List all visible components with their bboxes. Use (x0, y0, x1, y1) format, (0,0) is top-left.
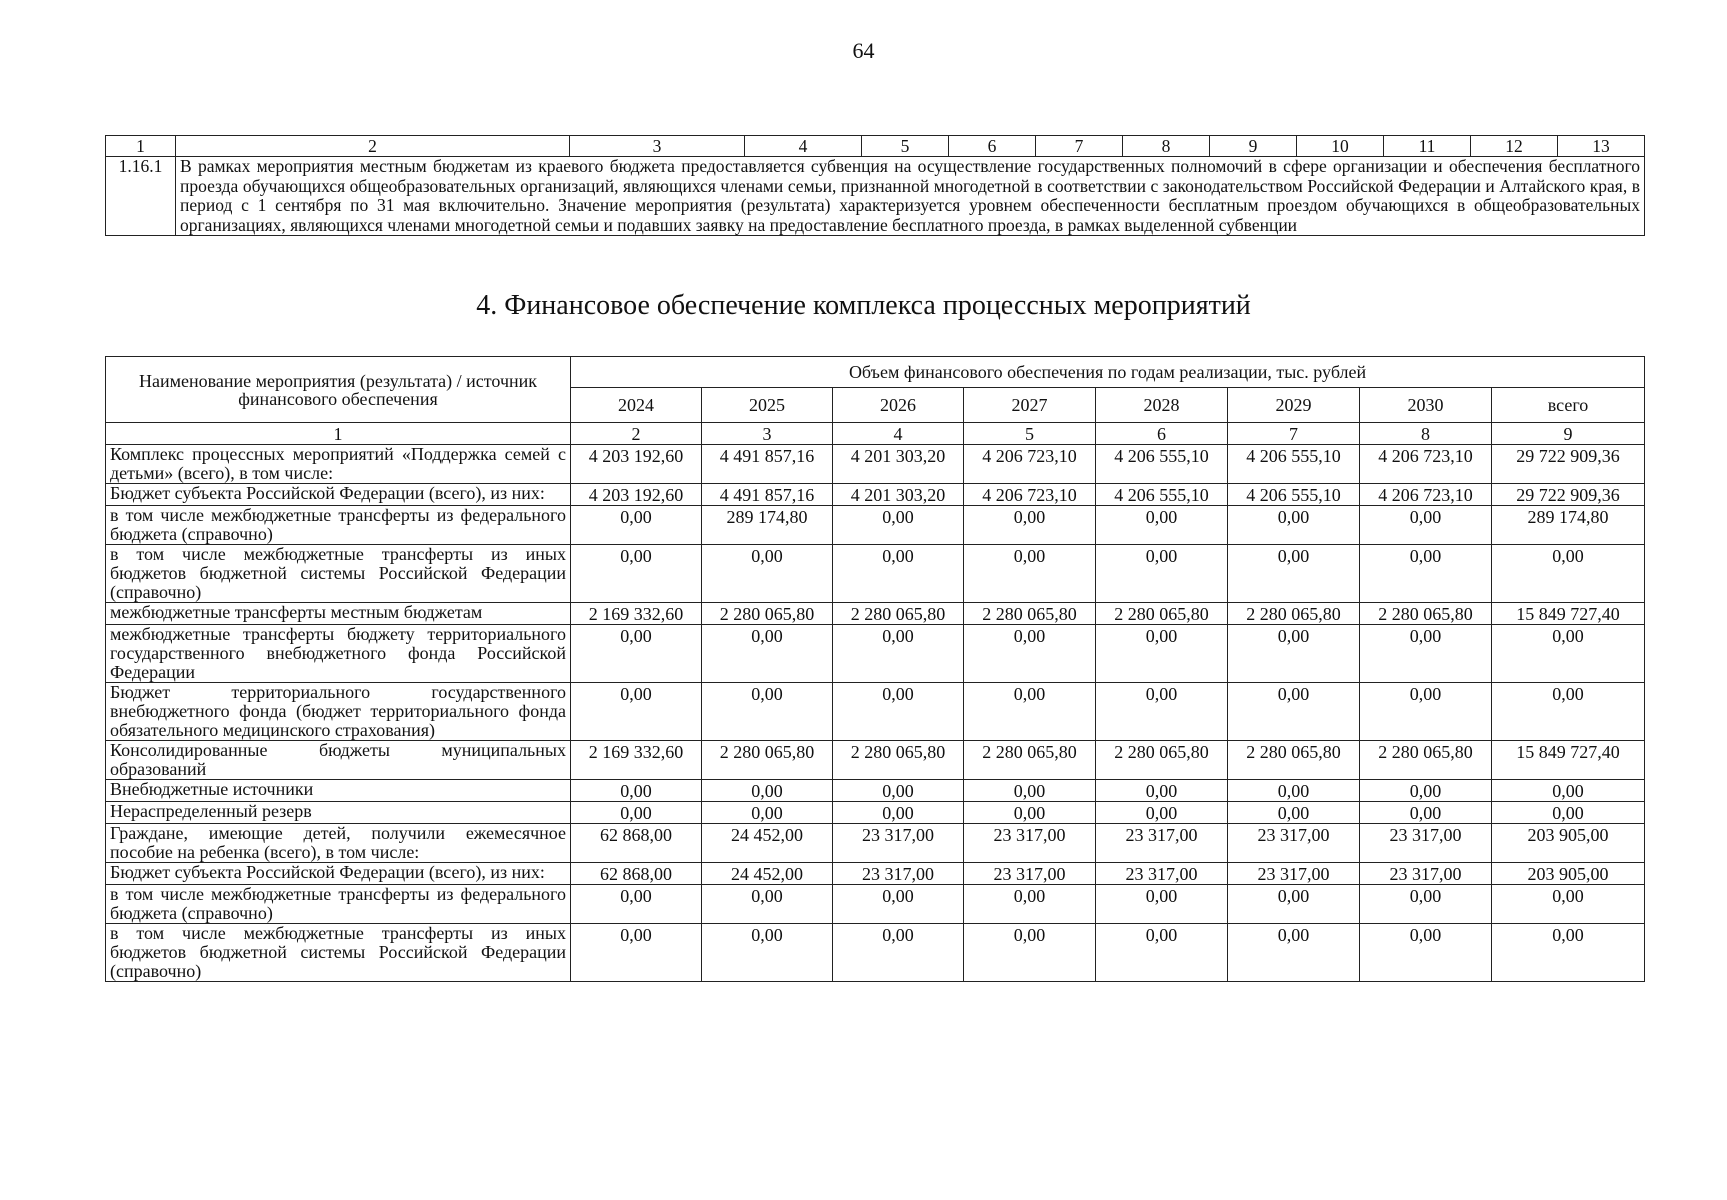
row-value: 0,00 (1228, 625, 1360, 683)
row-value: 0,00 (964, 802, 1096, 824)
column-number-header: 2 (176, 136, 570, 157)
row-value: 0,00 (571, 683, 702, 741)
row-value: 0,00 (702, 924, 833, 982)
row-value: 15 849 727,40 (1492, 603, 1645, 625)
row-value: 0,00 (1096, 885, 1228, 924)
row-value: 23 317,00 (1096, 824, 1228, 863)
row-value: 2 169 332,60 (571, 603, 702, 625)
year-header: 2027 (964, 388, 1096, 423)
row-value: 203 905,00 (1492, 863, 1645, 885)
table-row (106, 683, 1645, 741)
row-value: 4 206 723,10 (964, 445, 1096, 484)
table-row (106, 780, 1645, 802)
row-value: 2 280 065,80 (1360, 741, 1492, 780)
measure-row (106, 157, 1645, 236)
row-name: Бюджет территориального государственного внебюджетного фонда (бюджет территориального фонда обязательного медицинского страхования) (106, 683, 571, 741)
row-value: 0,00 (964, 885, 1096, 924)
row-name: межбюджетные трансферты местным бюджетам (106, 603, 571, 625)
measure-description: В рамках мероприятия местным бюджетам из краевого бюджета предоставляется субвенция на осуществление государственных полномочий в сфере организации и обеспечения бесплатного проезда обучающихся общеобразовательных организаций, являющихся членами семьи, признанной многодетной в соответствии с законодательством Российской Федерации и Алтайского края, в период с 1 сентября по 31 мая включительно. Значение мероприятия (результата) характеризуется уровнем обеспеченности бесплатным проездом обучающихся в общеобразовательных организациях, являющихся членами многодетной семьи и подавших заявку на предоставление бесплатного проезда, в рамках выделенной субвенции (176, 157, 1645, 236)
row-value: 0,00 (702, 780, 833, 802)
row-value: 4 206 723,10 (1360, 445, 1492, 484)
measures-table (105, 135, 1645, 236)
measure-code: 1.16.1 (106, 157, 176, 236)
row-value: 0,00 (702, 625, 833, 683)
column-number: 8 (1360, 423, 1492, 445)
row-value: 0,00 (1360, 885, 1492, 924)
column-number: 3 (702, 423, 833, 445)
row-value: 0,00 (1228, 924, 1360, 982)
table-row (106, 603, 1645, 625)
column-number-header: 7 (1036, 136, 1123, 157)
row-name: межбюджетные трансферты бюджету территориального государственного внебюджетного фонда Российской Федерации (106, 625, 571, 683)
row-value: 62 868,00 (571, 863, 702, 885)
row-value: 0,00 (1096, 924, 1228, 982)
row-value: 0,00 (1096, 802, 1228, 824)
row-value: 23 317,00 (1228, 863, 1360, 885)
row-name: Нераспределенный резерв (106, 802, 571, 824)
row-value: 0,00 (964, 545, 1096, 603)
row-value: 0,00 (1228, 802, 1360, 824)
row-value: 0,00 (833, 506, 964, 545)
row-value: 0,00 (1360, 625, 1492, 683)
row-value: 289 174,80 (702, 506, 833, 545)
row-value: 0,00 (571, 802, 702, 824)
section-title: 4. Финансовое обеспечение комплекса процессных мероприятий (476, 290, 1251, 321)
row-value: 0,00 (1360, 506, 1492, 545)
row-value: 0,00 (1096, 545, 1228, 603)
row-value: 23 317,00 (833, 863, 964, 885)
year-header: 2024 (571, 388, 702, 423)
row-value: 2 280 065,80 (1228, 603, 1360, 625)
row-value: 23 317,00 (1096, 863, 1228, 885)
row-value: 0,00 (1096, 683, 1228, 741)
row-value: 0,00 (1360, 683, 1492, 741)
year-header: 2028 (1096, 388, 1228, 423)
row-value: 0,00 (571, 545, 702, 603)
column-number-header: 8 (1123, 136, 1210, 157)
row-name: в том числе межбюджетные трансферты из иных бюджетов бюджетной системы Российской Федерации (справочно) (106, 545, 571, 603)
row-value: 0,00 (964, 924, 1096, 982)
row-name: Граждане, имеющие детей, получили ежемесячное пособие на ребенка (всего), в том числе: (106, 824, 571, 863)
row-value: 2 280 065,80 (833, 603, 964, 625)
row-value: 2 280 065,80 (833, 741, 964, 780)
table-row (106, 863, 1645, 885)
row-value: 289 174,80 (1492, 506, 1645, 545)
row-value: 0,00 (1096, 506, 1228, 545)
financing-table (105, 356, 1645, 982)
row-value: 4 206 555,10 (1228, 445, 1360, 484)
financing-header-row (106, 357, 1645, 388)
row-value: 4 206 555,10 (1096, 484, 1228, 506)
row-name: Внебюджетные источники (106, 780, 571, 802)
row-value: 0,00 (1492, 885, 1645, 924)
row-value: 4 201 303,20 (833, 484, 964, 506)
row-value: 0,00 (571, 885, 702, 924)
column-number-header: 11 (1384, 136, 1471, 157)
column-number: 9 (1492, 423, 1645, 445)
row-value: 0,00 (964, 506, 1096, 545)
column-number: 2 (571, 423, 702, 445)
row-value: 2 280 065,80 (1096, 603, 1228, 625)
row-value: 0,00 (702, 885, 833, 924)
year-header: 2030 (1360, 388, 1492, 423)
row-value: 2 280 065,80 (1360, 603, 1492, 625)
year-header: 2025 (702, 388, 833, 423)
row-value: 0,00 (833, 780, 964, 802)
row-value: 0,00 (833, 885, 964, 924)
column-number-header: 1 (106, 136, 176, 157)
row-value: 0,00 (1492, 780, 1645, 802)
column-number-header: 4 (745, 136, 862, 157)
row-value: 0,00 (964, 625, 1096, 683)
table-row (106, 545, 1645, 603)
row-value: 15 849 727,40 (1492, 741, 1645, 780)
row-value: 23 317,00 (964, 863, 1096, 885)
row-value: 23 317,00 (1228, 824, 1360, 863)
column-number: 1 (106, 423, 571, 445)
row-value: 0,00 (571, 780, 702, 802)
row-name: в том числе межбюджетные трансферты из федерального бюджета (справочно) (106, 506, 571, 545)
row-value: 0,00 (1360, 802, 1492, 824)
column-number-header: 12 (1471, 136, 1558, 157)
table-row (106, 885, 1645, 924)
row-name: Бюджет субъекта Российской Федерации (всего), из них: (106, 863, 571, 885)
row-value: 23 317,00 (1360, 863, 1492, 885)
row-value: 62 868,00 (571, 824, 702, 863)
row-value: 4 201 303,20 (833, 445, 964, 484)
row-value: 23 317,00 (1360, 824, 1492, 863)
row-value: 4 206 555,10 (1096, 445, 1228, 484)
measures-header-row (106, 136, 1645, 157)
row-value: 0,00 (1492, 802, 1645, 824)
year-header: 2029 (1228, 388, 1360, 423)
name-column-header: Наименование мероприятия (результата) / источник финансового обеспечения (106, 357, 571, 423)
row-value: 4 206 555,10 (1228, 484, 1360, 506)
table-row (106, 802, 1645, 824)
row-name: в том числе межбюджетные трансферты из иных бюджетов бюджетной системы Российской Федерации (справочно) (106, 924, 571, 982)
row-value: 0,00 (833, 545, 964, 603)
row-name: в том числе межбюджетные трансферты из федерального бюджета (справочно) (106, 885, 571, 924)
row-value: 4 491 857,16 (702, 445, 833, 484)
row-value: 0,00 (1492, 625, 1645, 683)
row-value: 24 452,00 (702, 863, 833, 885)
table-row (106, 625, 1645, 683)
table-row (106, 445, 1645, 484)
row-value: 2 280 065,80 (964, 603, 1096, 625)
row-value: 0,00 (1360, 924, 1492, 982)
row-value: 0,00 (1228, 780, 1360, 802)
row-value: 29 722 909,36 (1492, 445, 1645, 484)
row-value: 0,00 (964, 780, 1096, 802)
row-value: 0,00 (1228, 545, 1360, 603)
row-value: 0,00 (1228, 506, 1360, 545)
row-value: 0,00 (964, 683, 1096, 741)
column-number-header: 9 (1210, 136, 1297, 157)
table-row (106, 924, 1645, 982)
row-value: 0,00 (1096, 625, 1228, 683)
table-row (106, 824, 1645, 863)
row-value: 0,00 (1492, 545, 1645, 603)
row-value: 2 280 065,80 (1096, 741, 1228, 780)
row-value: 0,00 (571, 625, 702, 683)
column-number: 4 (833, 423, 964, 445)
column-numbers-row (106, 423, 1645, 445)
row-value: 4 206 723,10 (964, 484, 1096, 506)
row-value: 0,00 (702, 683, 833, 741)
row-value: 0,00 (833, 683, 964, 741)
row-value: 0,00 (1360, 780, 1492, 802)
row-value: 0,00 (571, 506, 702, 545)
row-value: 0,00 (1228, 683, 1360, 741)
row-value: 2 280 065,80 (1228, 741, 1360, 780)
row-value: 0,00 (833, 625, 964, 683)
year-header: 2026 (833, 388, 964, 423)
row-value: 2 280 065,80 (964, 741, 1096, 780)
row-value: 2 280 065,80 (702, 603, 833, 625)
row-value: 2 280 065,80 (702, 741, 833, 780)
column-number-header: 6 (949, 136, 1036, 157)
table-row (106, 506, 1645, 545)
column-number-header: 10 (1297, 136, 1384, 157)
row-value: 0,00 (833, 924, 964, 982)
year-header: всего (1492, 388, 1645, 423)
row-name: Бюджет субъекта Российской Федерации (всего), из них: (106, 484, 571, 506)
row-value: 29 722 909,36 (1492, 484, 1645, 506)
row-name: Консолидированные бюджеты муниципальных образований (106, 741, 571, 780)
row-value: 4 203 192,60 (571, 445, 702, 484)
column-number-header: 5 (862, 136, 949, 157)
page-number: 64 (852, 38, 875, 63)
row-name: Комплекс процессных мероприятий «Поддержка семей с детьми» (всего), в том числе: (106, 445, 571, 484)
row-value: 24 452,00 (702, 824, 833, 863)
column-number-header: 3 (570, 136, 745, 157)
row-value: 0,00 (1492, 683, 1645, 741)
volume-header: Объем финансового обеспечения по годам реализации, тыс. рублей (571, 357, 1645, 388)
row-value: 4 206 723,10 (1360, 484, 1492, 506)
row-value: 0,00 (1360, 545, 1492, 603)
row-value: 4 203 192,60 (571, 484, 702, 506)
row-value: 0,00 (702, 545, 833, 603)
row-value: 203 905,00 (1492, 824, 1645, 863)
row-value: 4 491 857,16 (702, 484, 833, 506)
row-value: 0,00 (1492, 924, 1645, 982)
row-value: 0,00 (571, 924, 702, 982)
table-row (106, 741, 1645, 780)
row-value: 0,00 (702, 802, 833, 824)
column-number: 7 (1228, 423, 1360, 445)
row-value: 23 317,00 (833, 824, 964, 863)
row-value: 0,00 (1228, 885, 1360, 924)
row-value: 0,00 (1096, 780, 1228, 802)
column-number-header: 13 (1558, 136, 1645, 157)
row-value: 0,00 (833, 802, 964, 824)
column-number: 5 (964, 423, 1096, 445)
row-value: 23 317,00 (964, 824, 1096, 863)
row-value: 2 169 332,60 (571, 741, 702, 780)
table-row (106, 484, 1645, 506)
column-number: 6 (1096, 423, 1228, 445)
